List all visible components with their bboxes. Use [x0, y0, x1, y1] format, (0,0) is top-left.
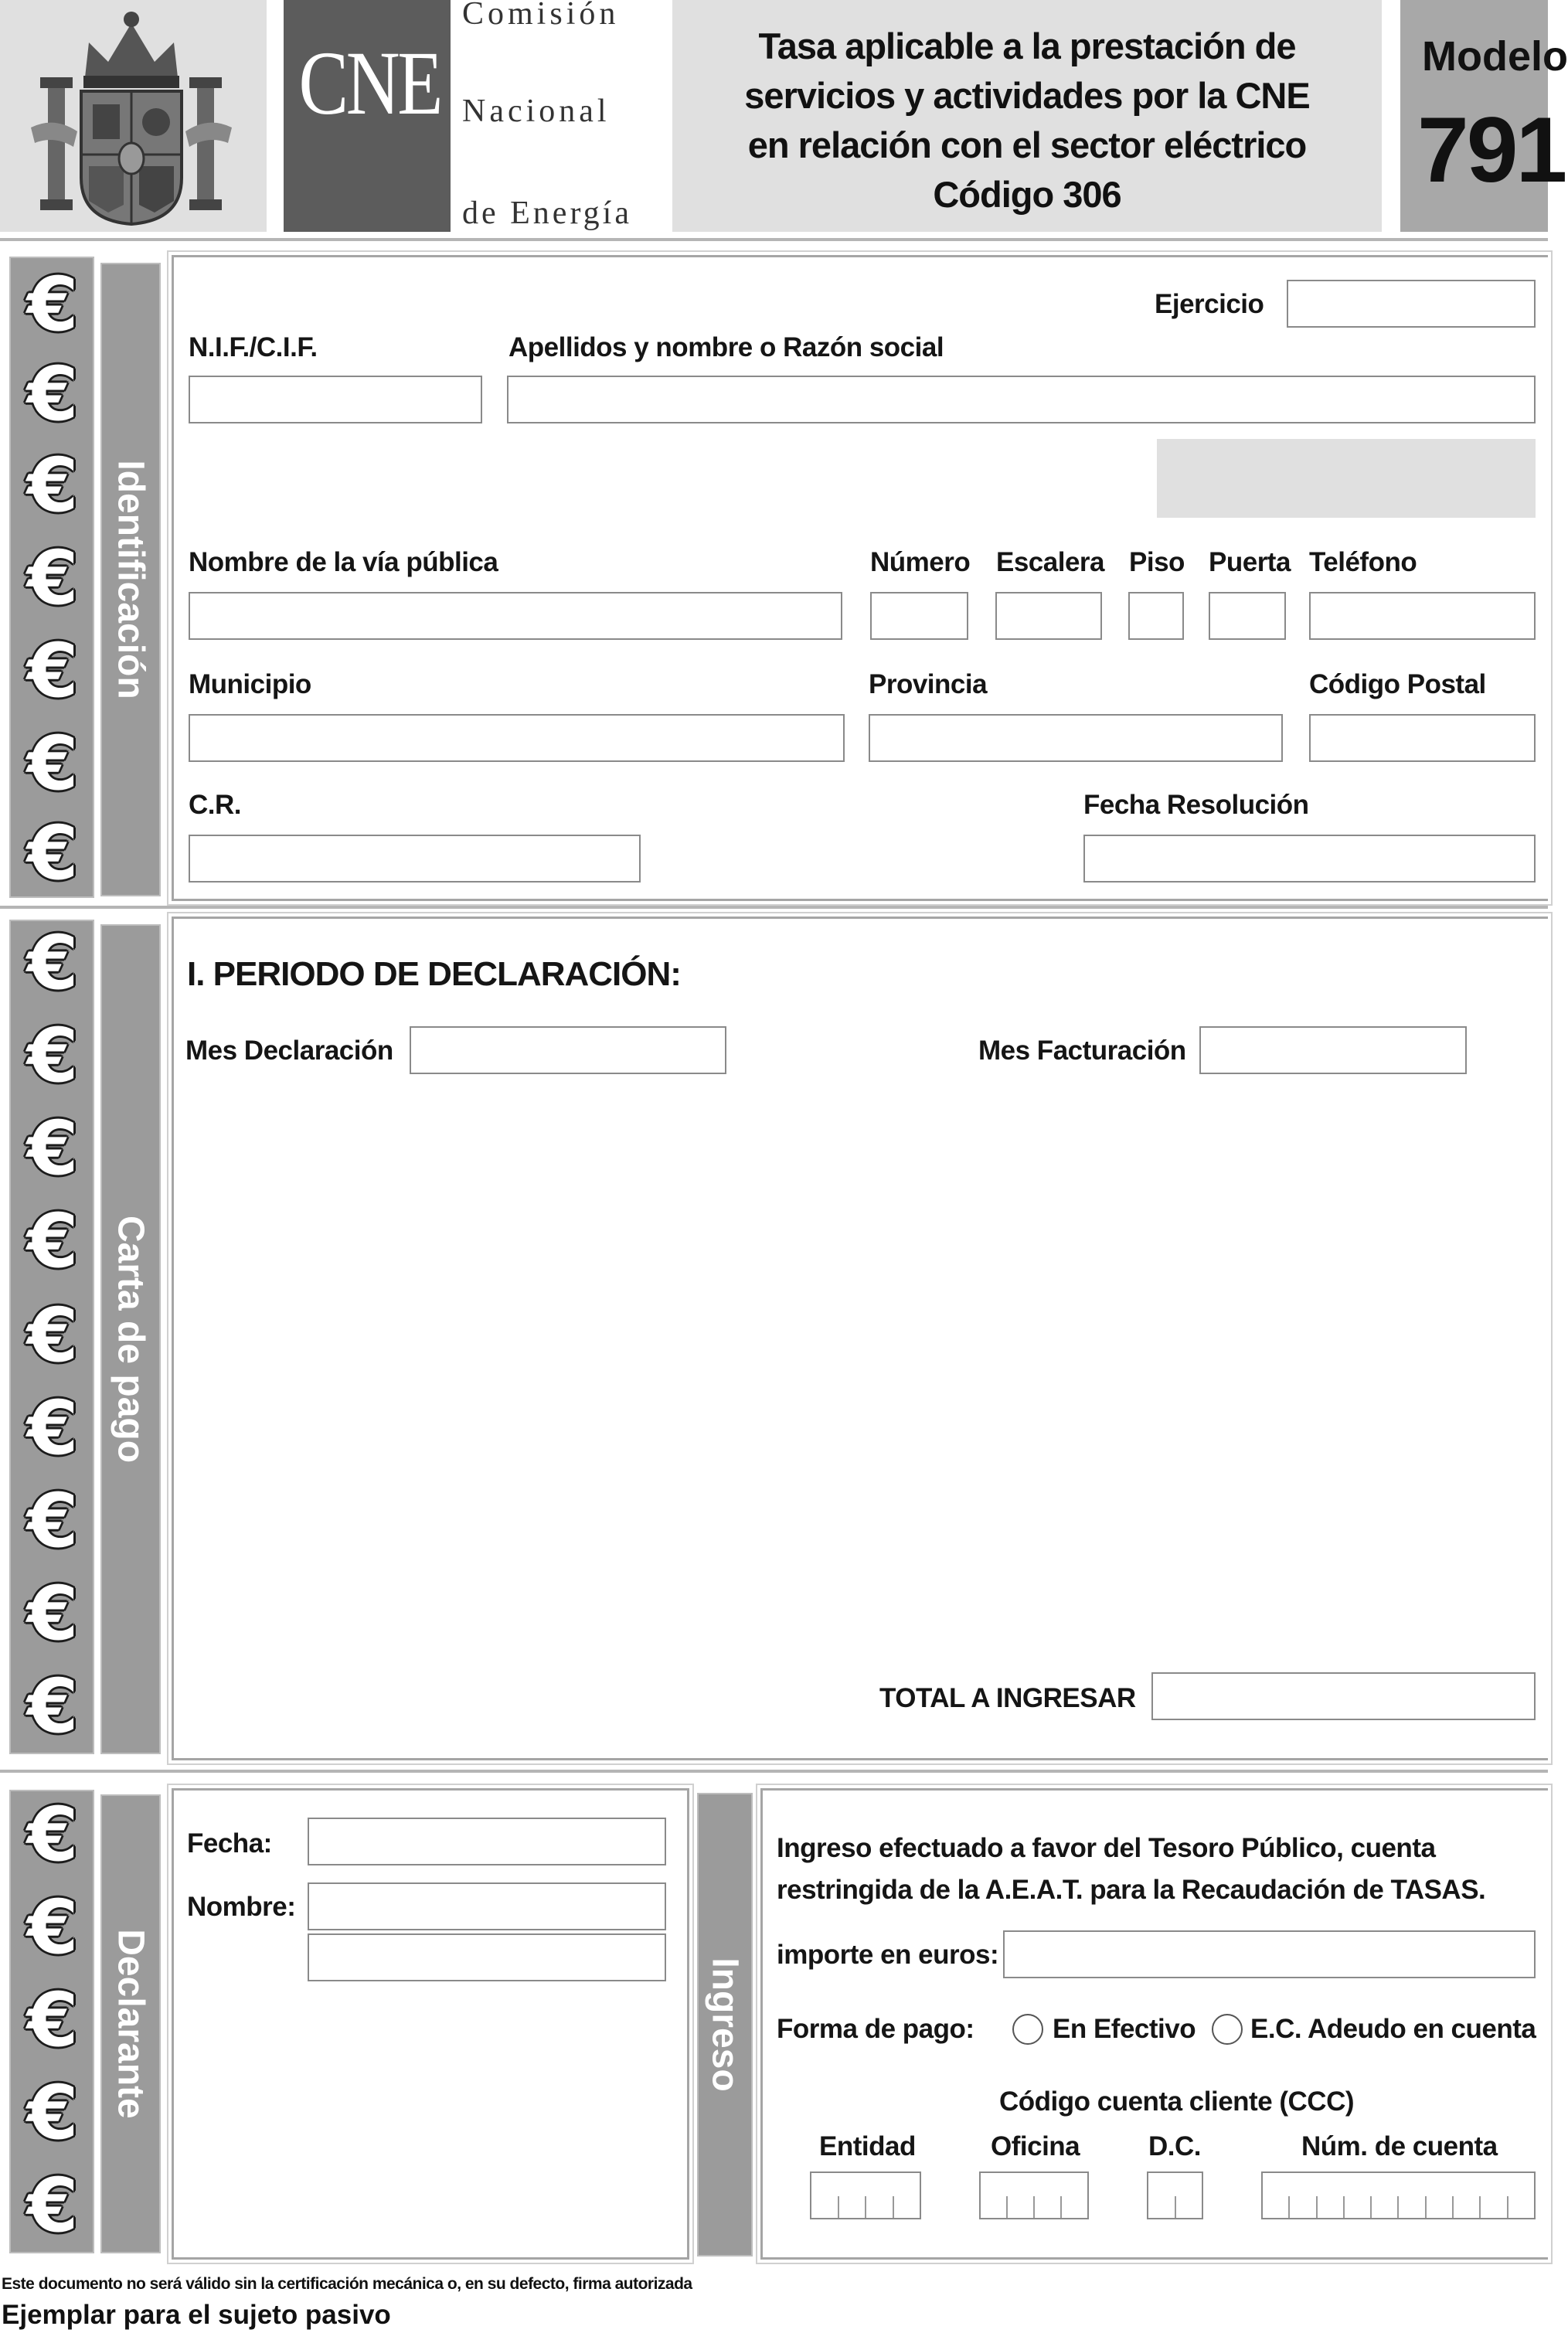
importe-field[interactable] — [1003, 1930, 1536, 1978]
provincia-field[interactable] — [869, 714, 1283, 762]
label-municipio: Municipio — [189, 669, 311, 699]
puerta-field[interactable] — [1209, 592, 1286, 640]
label-importe: importe en euros: — [777, 1940, 999, 1970]
telefono-field[interactable] — [1309, 592, 1536, 640]
label-numero: Número — [870, 547, 971, 577]
title-panel — [672, 0, 1382, 232]
label-num-cuenta: Núm. de cuenta — [1301, 2131, 1498, 2161]
euro-icon: € — [26, 1570, 79, 1657]
footer-notice: Este documento no será válido sin la certificación mecánica o, en su defecto, firma autorizada — [2, 2275, 692, 2293]
euro-icon: € — [26, 627, 79, 714]
euro-icon: € — [26, 1791, 79, 1878]
ingreso-text-line1: Ingreso efectuado a favor del Tesoro Público, cuenta — [777, 1833, 1436, 1863]
radio-adeudo-cuenta[interactable] — [1212, 2014, 1243, 2045]
label-piso: Piso — [1129, 547, 1185, 577]
header-divider — [0, 238, 1548, 241]
total-ingresar-field[interactable] — [1151, 1672, 1536, 1720]
euro-icon: € — [26, 920, 79, 1006]
euro-icon: € — [26, 810, 79, 896]
radio-en-efectivo[interactable] — [1012, 2014, 1043, 2045]
euro-icon: € — [26, 2069, 79, 2156]
label-en-efectivo: En Efectivo — [1053, 2014, 1196, 2044]
label-cr: C.R. — [189, 790, 241, 820]
label-total-ingresar: TOTAL A INGRESAR — [879, 1683, 1136, 1713]
euro-icon: € — [26, 1012, 79, 1099]
label-mes-declaracion: Mes Declaración — [185, 1036, 393, 1066]
euro-icon: € — [26, 1977, 79, 2063]
label-razon-social: Apellidos y nombre o Razón social — [508, 332, 944, 362]
label-telefono: Teléfono — [1309, 547, 1417, 577]
label-via-publica: Nombre de la vía pública — [189, 547, 498, 577]
euro-icon: € — [26, 1198, 79, 1284]
section-divider-1 — [0, 906, 1548, 909]
org-name-line3: de Energía — [462, 196, 632, 231]
euro-icon: € — [26, 2162, 79, 2249]
label-oficina: Oficina — [991, 2131, 1080, 2161]
euro-icon: € — [26, 1478, 79, 1564]
label-escalera: Escalera — [996, 547, 1105, 577]
modelo-panel — [1400, 0, 1568, 232]
fecha-resolucion-field[interactable] — [1083, 835, 1536, 883]
nombre-field-line2[interactable] — [308, 1933, 666, 1981]
label-dc: D.C. — [1148, 2131, 1201, 2161]
nombre-field-line1[interactable] — [308, 1882, 666, 1930]
piso-field[interactable] — [1128, 592, 1184, 640]
codigo-postal-field[interactable] — [1309, 714, 1536, 762]
side-bar-carta-pago — [100, 924, 161, 1754]
mes-declaracion-field[interactable] — [410, 1026, 726, 1074]
label-nif: N.I.F./C.I.F. — [189, 332, 318, 362]
escalera-field[interactable] — [995, 592, 1102, 640]
form-title: Tasa aplicable a la prestación de servicios y actividades por la CNE en relación con el sector eléctrico Código 306 — [744, 26, 1310, 215]
mes-facturacion-field[interactable] — [1199, 1026, 1467, 1074]
label-mes-facturacion: Mes Facturación — [978, 1036, 1186, 1066]
side-bar-identificacion — [100, 263, 161, 896]
label-adeudo-cuenta: E.C. Adeudo en cuenta — [1250, 2014, 1536, 2044]
oficina-field[interactable] — [979, 2171, 1089, 2219]
label-puerta: Puerta — [1209, 547, 1291, 577]
municipio-field[interactable] — [189, 714, 845, 762]
section-title-periodo: I. PERIODO DE DECLARACIÓN: — [187, 955, 681, 993]
euro-icon: € — [26, 442, 79, 529]
modelo-number: 791 — [1417, 98, 1566, 202]
side-bar-declarante — [100, 1794, 161, 2253]
euro-icon: € — [26, 535, 79, 621]
cr-field[interactable] — [189, 835, 641, 883]
euro-icon: € — [26, 1884, 79, 1971]
side-label-carta-pago: Carta de pago — [110, 1215, 151, 1464]
euro-icon: € — [26, 1292, 79, 1379]
side-label-ingreso: Ingreso — [704, 1957, 746, 2092]
euro-icon: € — [26, 720, 79, 807]
side-bar-ingreso — [697, 1793, 753, 2256]
dc-field[interactable] — [1147, 2171, 1203, 2219]
org-name-line1: Comisión — [462, 0, 620, 32]
euro-icon: € — [26, 1105, 79, 1192]
side-label-identificacion: Identificación — [110, 460, 151, 699]
euro-icon: € — [26, 1385, 79, 1471]
org-name-line2: Nacional — [462, 94, 611, 129]
euro-icon: € — [26, 351, 79, 437]
reserved-grey-box — [1157, 439, 1536, 518]
ccc-title: Código cuenta cliente (CCC) — [999, 2086, 1355, 2117]
fecha-field[interactable] — [308, 1818, 666, 1865]
razon-social-field[interactable] — [507, 376, 1536, 423]
label-forma-pago: Forma de pago: — [777, 2014, 974, 2044]
label-ejercicio: Ejercicio — [1155, 289, 1264, 319]
label-codigo-postal: Código Postal — [1309, 669, 1486, 699]
ingreso-text-line2: restringida de la A.E.A.T. para la Recaudación de TASAS. — [777, 1875, 1486, 1905]
cne-logo-block — [284, 0, 451, 232]
side-label-declarante: Declarante — [110, 1929, 151, 2119]
num-cuenta-field[interactable] — [1261, 2171, 1536, 2219]
ejercicio-field[interactable] — [1287, 280, 1536, 328]
section-divider-2 — [0, 1770, 1548, 1773]
label-nombre: Nombre: — [187, 1892, 296, 1922]
coat-of-arms-panel — [0, 0, 267, 232]
numero-field[interactable] — [870, 592, 968, 640]
euro-icon: € — [26, 1663, 79, 1750]
nif-field[interactable] — [189, 376, 482, 423]
coat-of-arms-icon — [0, 0, 267, 232]
modelo-label: Modelo — [1422, 33, 1568, 80]
label-fecha: Fecha: — [187, 1828, 272, 1859]
cne-logo-text: CNE — [298, 32, 441, 134]
entidad-field[interactable] — [810, 2171, 921, 2219]
footer-copy-label: Ejemplar para el sujeto pasivo — [2, 2300, 391, 2330]
euro-icon: € — [26, 261, 79, 348]
label-fecha-resolucion: Fecha Resolución — [1083, 790, 1309, 820]
label-provincia: Provincia — [869, 669, 988, 699]
via-publica-field[interactable] — [189, 592, 842, 640]
label-entidad: Entidad — [819, 2131, 916, 2161]
